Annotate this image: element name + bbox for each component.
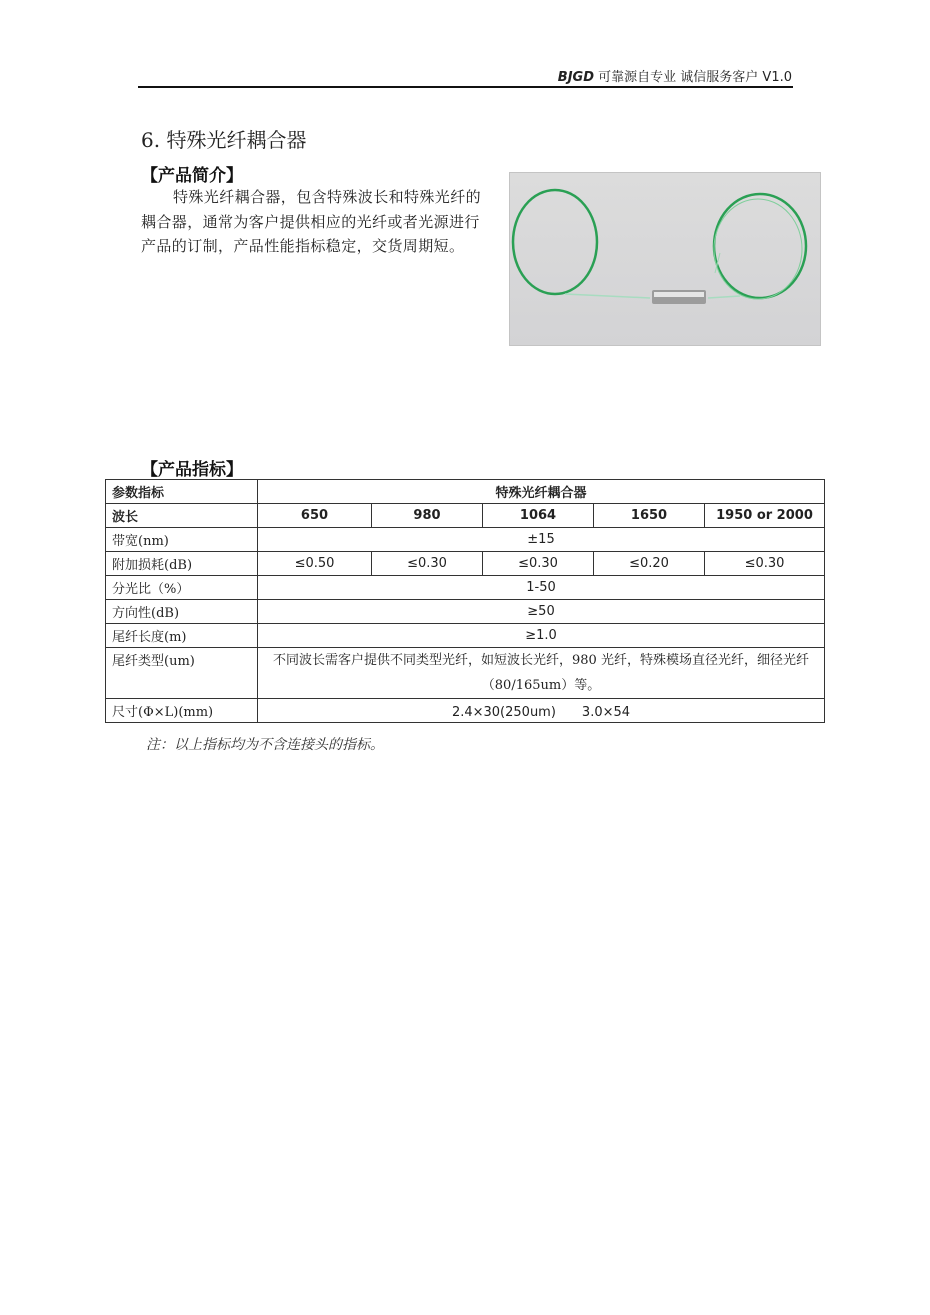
- header-slogan: 可靠源自专业 诚信服务客户 V1.0: [598, 70, 792, 85]
- header-divider: [138, 86, 793, 88]
- bandwidth-value: ±15: [258, 528, 825, 552]
- spec-table: [105, 479, 825, 723]
- table-row: [106, 480, 825, 504]
- footnote: 注：以上指标均为不含连接头的指标。: [146, 737, 384, 753]
- table-row: [106, 600, 825, 624]
- spec-heading: 【产品指标】: [141, 460, 243, 480]
- row-label: 尾纤长度(m): [106, 624, 258, 648]
- table-row: [106, 576, 825, 600]
- row-label: 尺寸(Φ×L)(mm): [106, 699, 258, 723]
- pigtail-type-value: 不同波长需客户提供不同类型光纤，如短波长光纤，980 光纤，特殊模场直径光纤，细径光纤（80/165um）等。: [258, 648, 825, 699]
- intro-heading: 【产品简介】: [141, 166, 243, 186]
- wavelength-cell: 650: [258, 504, 372, 528]
- row-label: 附加损耗(dB): [106, 552, 258, 576]
- wavelength-cell: 1650: [594, 504, 705, 528]
- row-label: 带宽(nm): [106, 528, 258, 552]
- table-row: [106, 528, 825, 552]
- intro-paragraph: 特殊光纤耦合器，包含特殊波长和特殊光纤的耦合器，通常为客户提供相应的光纤或者光源进行产品的订制，产品性能指标稳定，交货周期短。: [141, 188, 482, 255]
- table-row: [106, 504, 825, 528]
- wavelength-cell: 1064: [483, 504, 594, 528]
- loss-cell: ≤0.20: [594, 552, 705, 576]
- table-row: [106, 648, 825, 699]
- row-label: 尾纤类型(um): [106, 648, 258, 699]
- dimensions-value: 2.4×30(250um) 3.0×54: [258, 699, 825, 723]
- table-row: [106, 552, 825, 576]
- wavelength-cell: 1950 or 2000: [705, 504, 825, 528]
- table-row: [106, 699, 825, 723]
- loss-cell: ≤0.30: [483, 552, 594, 576]
- section-title: 6. 特殊光纤耦合器: [141, 128, 307, 152]
- pigtail-length-value: ≥1.0: [258, 624, 825, 648]
- loss-cell: ≤0.30: [705, 552, 825, 576]
- directivity-value: ≥50: [258, 600, 825, 624]
- fiber-coupler-illustration: [510, 173, 820, 345]
- brand-name: BJGD: [557, 70, 595, 85]
- table-row: [106, 624, 825, 648]
- loss-cell: ≤0.30: [372, 552, 483, 576]
- row-label: 波长: [106, 504, 258, 528]
- param-header: 参数指标: [106, 480, 258, 504]
- product-header: 特殊光纤耦合器: [258, 480, 825, 504]
- split-ratio-value: 1-50: [258, 576, 825, 600]
- row-label: 分光比（%）: [106, 576, 258, 600]
- row-label: 方向性(dB): [106, 600, 258, 624]
- loss-cell: ≤0.50: [258, 552, 372, 576]
- product-photo: [509, 172, 821, 346]
- page-header: [558, 66, 792, 85]
- wavelength-cell: 980: [372, 504, 483, 528]
